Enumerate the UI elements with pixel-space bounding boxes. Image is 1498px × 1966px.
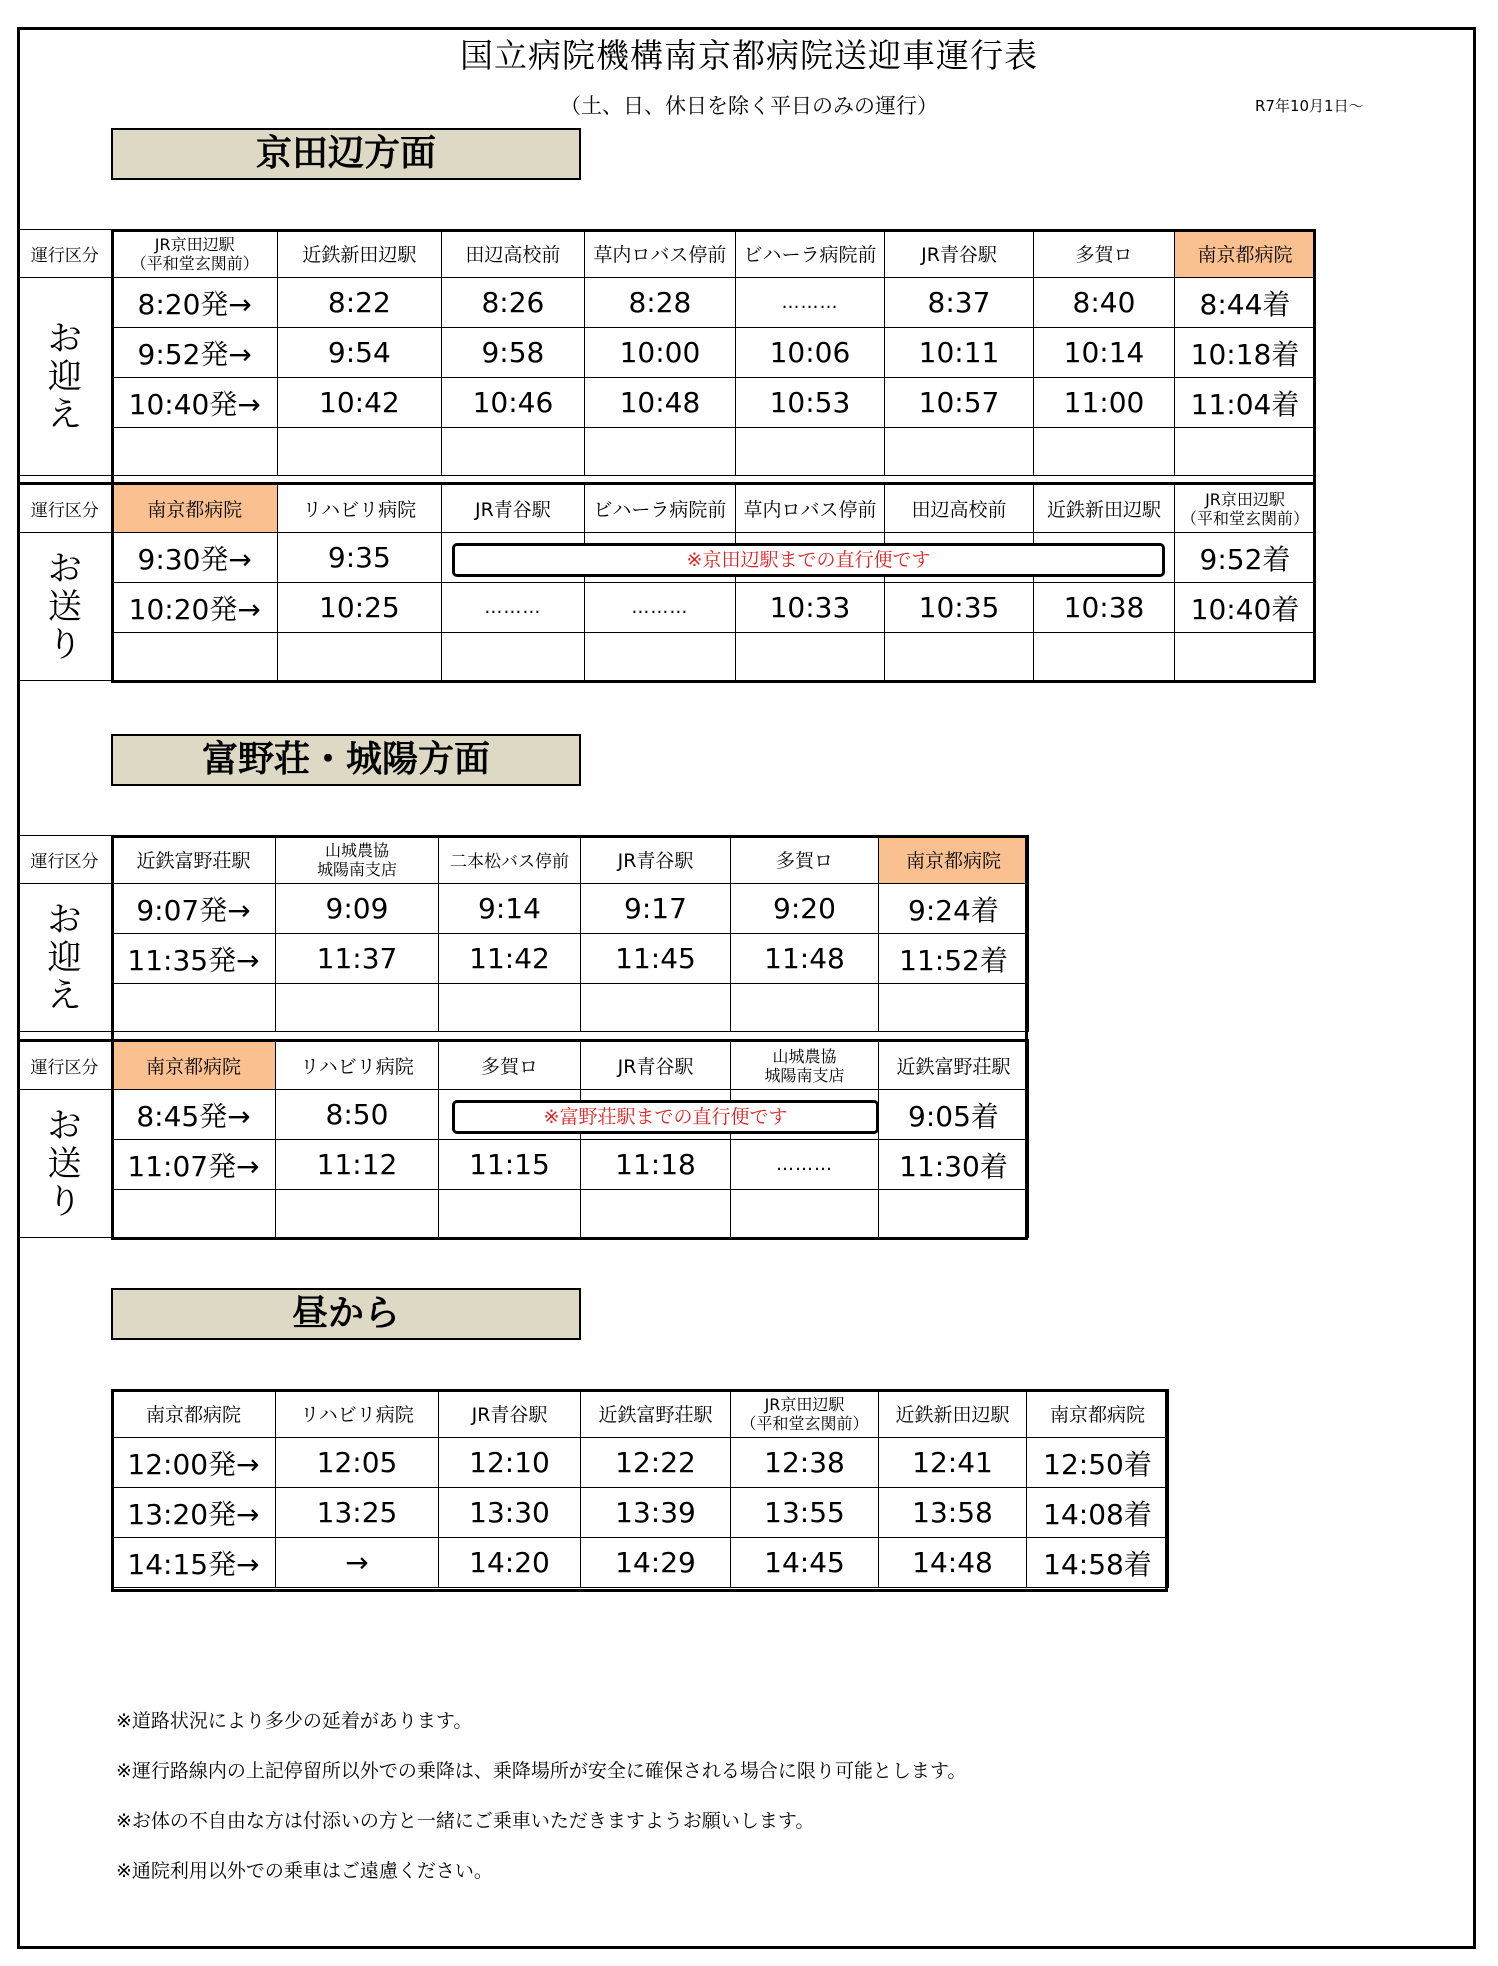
stop-header: 南京都病院 [112,1390,276,1438]
time-cell: 14:45 [731,1538,879,1588]
departure-time: 8:45発→ [112,1090,276,1140]
arrival-time: 9:24着 [879,884,1029,934]
time-cell: 13:25 [276,1488,439,1538]
time-cell: 14:20 [439,1538,581,1588]
time-cell: 10:57 [884,378,1033,428]
stop-header: JR京田辺駅 （平和堂玄関前） [731,1390,879,1438]
empty-row [18,633,1316,681]
stop-header: 多賀ロ [439,1041,581,1090]
stop-header: 草内ロバス停前 [584,230,735,278]
table-row [18,884,1029,934]
tomino-dropoff-header [18,1041,1029,1090]
time-cell: 12:41 [879,1438,1027,1488]
time-cell: 11:12 [276,1140,439,1190]
stop-header: 近鉄新田辺駅 [879,1390,1027,1438]
time-cell: 9:54 [277,328,441,378]
kyotanabe-dropoff-table [17,482,1316,681]
table-row [18,378,1316,428]
note: ※お体の不自由な方は付添いの方と一緒にご乗車いただきますようお願いします。 [116,1810,815,1832]
tomino-pickup-table [17,835,1029,1032]
time-cell: 10:42 [277,378,441,428]
time-cell: 9:09 [276,884,439,934]
arrival-time: 9:52着 [1174,533,1315,583]
stop-header: JR京田辺駅 （平和堂玄関前） [1174,484,1315,533]
arrival-time: 11:52着 [879,934,1029,984]
time-cell: 8:50 [276,1090,439,1140]
time-cell: 9:58 [441,328,584,378]
stop-header: 山城農協 城陽南支店 [276,836,439,884]
table-row [112,1438,1169,1488]
time-cell: 14:48 [879,1538,1027,1588]
tomino-dropoff-table [17,1039,1029,1238]
departure-time: 11:07発→ [112,1140,276,1190]
stop-header: JR京田辺駅 （平和堂玄関前） [112,230,277,278]
time-cell: 10:35 [884,583,1033,633]
time-cell: 9:17 [581,884,731,934]
direct-service-note: ※京田辺駅までの直行便です [452,543,1165,577]
arrival-time: 9:05着 [879,1090,1029,1140]
departure-time: 13:20発→ [112,1488,276,1538]
time-cell: 10:14 [1034,328,1175,378]
time-cell: 11:48 [731,934,879,984]
empty-row [18,1190,1029,1238]
time-cell: 12:22 [581,1438,731,1488]
departure-time: 11:35発→ [112,934,276,984]
time-cell: 12:10 [439,1438,581,1488]
skip-dots: ……… [441,583,584,633]
section-title-tomino: 富野荘・城陽方面 [111,734,581,786]
arrival-time: 12:50着 [1027,1438,1169,1488]
stop-header: JR青谷駅 [884,230,1033,278]
kyotanabe-pickup-table [17,229,1316,476]
departure-time: 9:30発→ [112,533,277,583]
dropoff-label: お 送 り [18,1090,112,1238]
table-row [112,1538,1169,1588]
skip-dots: ……… [731,1140,879,1190]
arrival-time: 11:30着 [879,1140,1029,1190]
stop-header: JR青谷駅 [581,1041,731,1090]
arrival-time: 11:04着 [1174,378,1315,428]
departure-time: 14:15発→ [112,1538,276,1588]
stop-header: 近鉄新田辺駅 [277,230,441,278]
empty-row [18,428,1316,476]
kubun-header: 運行区分 [18,1041,112,1090]
afternoon-table [111,1389,1169,1588]
time-cell: 10:00 [584,328,735,378]
time-cell: 10:46 [441,378,584,428]
time-cell: 10:25 [277,583,441,633]
stop-header: JR青谷駅 [441,484,584,533]
dropoff-label: お 送 り [18,533,113,681]
pickup-label: お 迎 え [18,278,113,476]
note: ※運行路線内の上記停留所以外での乗降は、乗降場所が安全に確保される場合に限り可能とします。 [116,1760,967,1782]
skip-dots: ……… [584,583,735,633]
direct-service-note: ※富野荘駅までの直行便です [452,1100,879,1134]
section-title-afternoon: 昼から [111,1288,581,1340]
note: ※道路状況により多少の延着があります。 [116,1710,473,1732]
time-cell: 13:39 [581,1488,731,1538]
time-cell: 14:29 [581,1538,731,1588]
stop-header: JR青谷駅 [439,1390,581,1438]
time-cell: 9:14 [439,884,581,934]
effective-date: R7年10月1日～ [1255,97,1364,115]
table-row [112,1488,1169,1538]
stop-header: 山城農協 城陽南支店 [731,1041,879,1090]
time-cell: 11:15 [439,1140,581,1190]
time-cell: 11:42 [439,934,581,984]
stop-header: 二本松バス停前 [439,836,581,884]
stop-header: 近鉄富野荘駅 [879,1041,1029,1090]
time-cell: 8:26 [441,278,584,328]
time-cell: 11:37 [276,934,439,984]
kubun-header: 運行区分 [18,230,113,278]
time-cell: 8:40 [1034,278,1175,328]
time-cell: 10:33 [735,583,884,633]
kyotanabe-dropoff-header [18,484,1316,533]
time-cell: 8:28 [584,278,735,328]
pickup-label: お 迎 え [18,884,112,1032]
stop-header: 近鉄富野荘駅 [581,1390,731,1438]
time-cell: 8:22 [277,278,441,328]
stop-header: 多賀ロ [731,836,879,884]
section-title-kyotanabe: 京田辺方面 [111,128,581,180]
departure-time: 12:00発→ [112,1438,276,1488]
arrival-time: 14:58着 [1027,1538,1169,1588]
time-cell: 13:30 [439,1488,581,1538]
table-row [18,328,1316,378]
departure-time: 10:20発→ [112,583,277,633]
time-cell: 10:53 [735,378,884,428]
time-cell: 9:20 [731,884,879,934]
table-row [18,278,1316,328]
stop-header: ビハーラ病院前 [735,230,884,278]
departure-time: 8:20発→ [112,278,277,328]
time-cell: 10:38 [1034,583,1175,633]
time-cell: 13:55 [731,1488,879,1538]
stop-header-hospital: 南京都病院 [112,484,277,533]
time-cell: 10:06 [735,328,884,378]
arrival-time: 8:44着 [1174,278,1315,328]
kubun-header: 運行区分 [18,836,112,884]
note: ※通院利用以外での乗車はご遠慮ください。 [116,1860,493,1882]
page-subtitle: （土、日、休日を除く平日のみの運行） [560,94,938,118]
stop-header: 近鉄新田辺駅 [1034,484,1175,533]
stop-header: 近鉄富野荘駅 [112,836,276,884]
stop-header-hospital: 南京都病院 [879,836,1029,884]
stop-header: ビハーラ病院前 [584,484,735,533]
stop-header-hospital: 南京都病院 [112,1041,276,1090]
stop-header-hospital: 南京都病院 [1174,230,1315,278]
time-cell: 8:37 [884,278,1033,328]
time-cell: 11:18 [581,1140,731,1190]
stop-header: リハビリ病院 [277,484,441,533]
time-cell: 10:48 [584,378,735,428]
stop-header: 草内ロバス停前 [735,484,884,533]
time-cell: 10:11 [884,328,1033,378]
departure-time: 9:52発→ [112,328,277,378]
time-cell: 12:38 [731,1438,879,1488]
time-cell: → [276,1538,439,1588]
stop-header: 多賀ロ [1034,230,1175,278]
stop-header: 田辺高校前 [441,230,584,278]
table-row [18,1140,1029,1190]
arrival-time: 10:40着 [1174,583,1315,633]
tomino-pickup-header [18,836,1029,884]
arrival-time: 10:18着 [1174,328,1315,378]
stop-header: 田辺高校前 [884,484,1033,533]
kyotanabe-pickup-header [18,230,1316,278]
table-row [18,583,1316,633]
departure-time: 10:40発→ [112,378,277,428]
kubun-header: 運行区分 [18,484,113,533]
time-cell: 11:45 [581,934,731,984]
empty-row [18,984,1029,1032]
skip-dots: ……… [735,278,884,328]
afternoon-header [112,1390,1169,1438]
arrival-time: 14:08着 [1027,1488,1169,1538]
time-cell: 12:05 [276,1438,439,1488]
stop-header: 南京都病院 [1027,1390,1169,1438]
stop-header: リハビリ病院 [276,1390,439,1438]
stop-header: リハビリ病院 [276,1041,439,1090]
time-cell: 9:35 [277,533,441,583]
time-cell: 11:00 [1034,378,1175,428]
page-title: 国立病院機構南京都病院送迎車運行表 [460,36,1038,75]
table-row [18,934,1029,984]
stop-header: JR青谷駅 [581,836,731,884]
time-cell: 13:58 [879,1488,1027,1538]
departure-time: 9:07発→ [112,884,276,934]
